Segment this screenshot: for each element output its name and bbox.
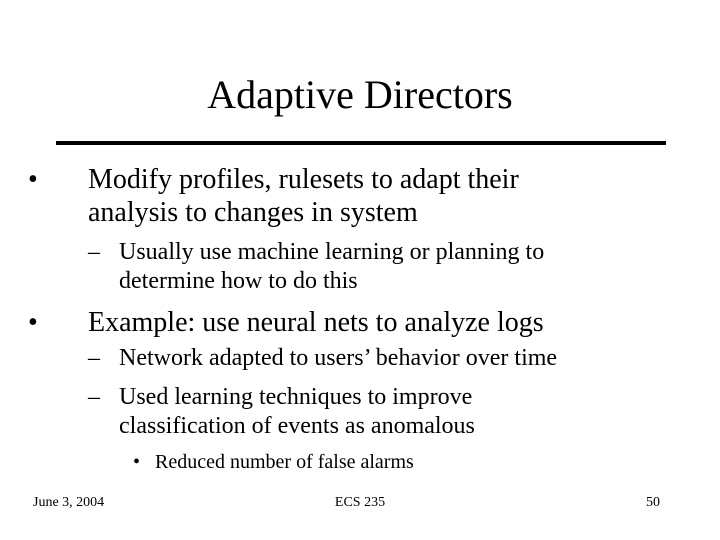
slide-title: Adaptive Directors <box>207 72 513 117</box>
bullet-text <box>88 306 544 339</box>
bullet-level3 <box>133 450 414 474</box>
bullet-text <box>119 238 544 296</box>
footer-page-number: 50 <box>646 495 660 510</box>
bullet-text <box>119 344 557 373</box>
bullet-level1 <box>28 306 544 339</box>
dash-marker: – <box>88 239 100 265</box>
dash-marker: – <box>88 384 100 410</box>
bullet-marker: • <box>133 451 141 473</box>
bullet-line: Network adapted to users’ behavior over time <box>119 345 558 371</box>
title-divider <box>56 141 666 145</box>
bullet-line: Example: use neural nets to analyze logs <box>88 307 544 338</box>
footer-date: June 3, 2004 <box>33 495 105 510</box>
bullet-marker: • <box>28 164 38 195</box>
bullet-line: analysis to changes in system <box>88 197 418 228</box>
bullet-line: determine how to do this <box>119 268 358 294</box>
bullet-text <box>155 450 414 474</box>
bullet-level2 <box>88 383 475 441</box>
bullet-line: classification of events as anomalous <box>119 413 475 439</box>
bullet-line: Reduced number of false alarms <box>155 451 414 473</box>
bullet-marker: • <box>28 307 38 338</box>
bullet-text <box>119 383 475 441</box>
footer-course: ECS 235 <box>334 495 386 510</box>
bullet-level2 <box>88 238 544 296</box>
bullet-level2 <box>88 344 557 373</box>
bullet-text <box>88 163 519 229</box>
bullet-line: Used learning techniques to improve <box>119 384 473 410</box>
dash-marker: – <box>88 345 100 371</box>
bullet-line: Usually use machine learning or planning to <box>119 239 545 265</box>
bullet-line: Modify profiles, rulesets to adapt their <box>88 164 519 195</box>
bullet-level1 <box>28 163 519 229</box>
